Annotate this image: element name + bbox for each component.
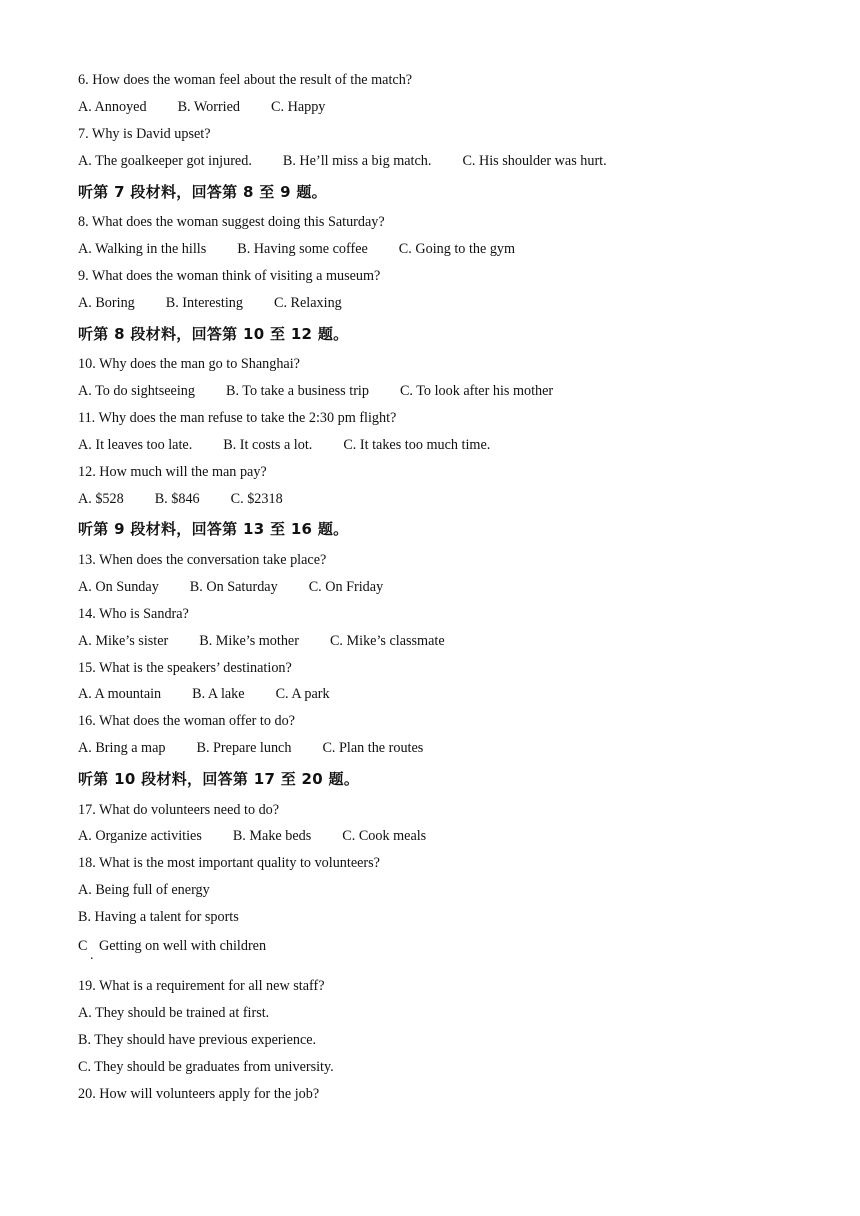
question-13-stem: 13. When does the conversation take place? (78, 551, 327, 568)
option-a: A. Boring (78, 294, 135, 311)
option-c: C. Cook meals (342, 828, 427, 845)
question-9-stem: 9. What does the woman think of visiting a museum? (78, 267, 381, 284)
section-heading-9: 听第 9 段材料，回答第 13 至 16 题。 (78, 520, 349, 539)
option-a: A. Walking in the hills (78, 240, 207, 257)
question-15-options (78, 681, 798, 708)
option-b: B. Worried (177, 98, 241, 115)
question-19-option-c: C. They should be graduates from university. (78, 1058, 334, 1075)
question-19-stem: 19. What is a requirement for all new staff? (78, 978, 325, 995)
question-11-options (78, 432, 798, 459)
option-c-dot: . (90, 948, 94, 964)
option-b: B. $846 (154, 490, 200, 507)
option-b: B. It costs a lot. (223, 436, 313, 453)
option-c: C. It takes too much time. (343, 436, 491, 453)
option-b: B. To take a business trip (225, 383, 369, 400)
question-6-stem: 6. How does the woman feel about the result of the match? (78, 72, 413, 88)
option-c: C. Plan the routes (322, 740, 424, 757)
option-b: B. He’ll miss a big match. (282, 152, 432, 169)
option-b: B. Prepare lunch (196, 740, 292, 757)
option-c: C. Mike’s classmate (329, 632, 445, 649)
option-c-text: Getting on well with children (99, 938, 267, 955)
question-19-option-b: B. They should have previous experience. (78, 1031, 317, 1048)
option-b: B. Interesting (165, 294, 243, 311)
question-12-options (78, 486, 798, 513)
question-6-options (78, 94, 798, 121)
question-11-stem: 11. Why does the man refuse to take the 2:30 pm flight? (78, 409, 397, 426)
option-b: B. Mike’s mother (199, 632, 299, 649)
question-12-stem: 12. How much will the man pay? (78, 463, 267, 480)
option-a: A. On Sunday (78, 578, 159, 595)
option-a: A. Organize activities (78, 828, 202, 845)
question-18-option-a: A. Being full of energy (78, 882, 210, 899)
option-c: C. His shoulder was hurt. (462, 152, 607, 169)
option-c: C. Relaxing (273, 294, 342, 311)
exam-page (78, 67, 798, 1108)
question-17-stem: 17. What do volunteers need to do? (78, 801, 280, 818)
option-c-letter: C (78, 938, 88, 955)
question-18-option-b: B. Having a talent for sports (78, 909, 239, 926)
option-c: C. To look after his mother (399, 383, 554, 400)
question-15-stem: 15. What is the speakers’ destination? (78, 659, 292, 676)
question-10-options (78, 378, 798, 405)
question-7-options (78, 148, 798, 175)
option-a: A. To do sightseeing (78, 383, 195, 400)
question-8-stem: 8. What does the woman suggest doing this Saturday? (78, 214, 385, 231)
question-18-stem: 18. What is the most important quality to volunteers? (78, 855, 380, 872)
option-a: A. Bring a map (78, 740, 166, 757)
question-20-stem: 20. How will volunteers apply for the job? (78, 1085, 320, 1102)
question-18-option-c (78, 931, 798, 973)
option-a: A. Annoyed (78, 98, 147, 115)
option-c: C. $2318 (230, 490, 283, 507)
question-19-option-a: A. They should be trained at first. (78, 1004, 270, 1021)
question-9-options (78, 290, 798, 317)
option-b: B. On Saturday (189, 578, 278, 595)
question-16-options (78, 735, 798, 762)
question-14-stem: 14. Who is Sandra? (78, 605, 189, 622)
option-c: C. Happy (271, 98, 326, 115)
option-a: A. Mike’s sister (78, 632, 169, 649)
question-13-options (78, 574, 798, 601)
question-10-stem: 10. Why does the man go to Shanghai? (78, 356, 300, 373)
option-c: C. Going to the gym (398, 240, 516, 257)
section-heading-7: 听第 7 段材料，回答第 8 至 9 题。 (78, 182, 327, 201)
option-c: C. A park (275, 686, 330, 703)
question-16-stem: 16. What does the woman offer to do? (78, 713, 295, 730)
option-b: B. Having some coffee (237, 240, 368, 257)
question-17-options (78, 823, 798, 850)
option-a: A. It leaves too late. (78, 436, 193, 453)
option-a: A. The goalkeeper got injured. (78, 152, 252, 169)
question-7-stem: 7. Why is David upset? (78, 125, 211, 142)
option-a: A. $528 (78, 490, 124, 507)
question-8-options (78, 236, 798, 263)
question-14-options (78, 628, 798, 655)
section-heading-8: 听第 8 段材料，回答第 10 至 12 题。 (78, 324, 349, 343)
option-b: B. A lake (192, 686, 245, 703)
option-a: A. A mountain (78, 686, 162, 703)
section-heading-10: 听第 10 段材料，回答第 17 至 20 题。 (78, 770, 360, 789)
option-b: B. Make beds (232, 828, 312, 845)
option-c: C. On Friday (308, 578, 384, 595)
